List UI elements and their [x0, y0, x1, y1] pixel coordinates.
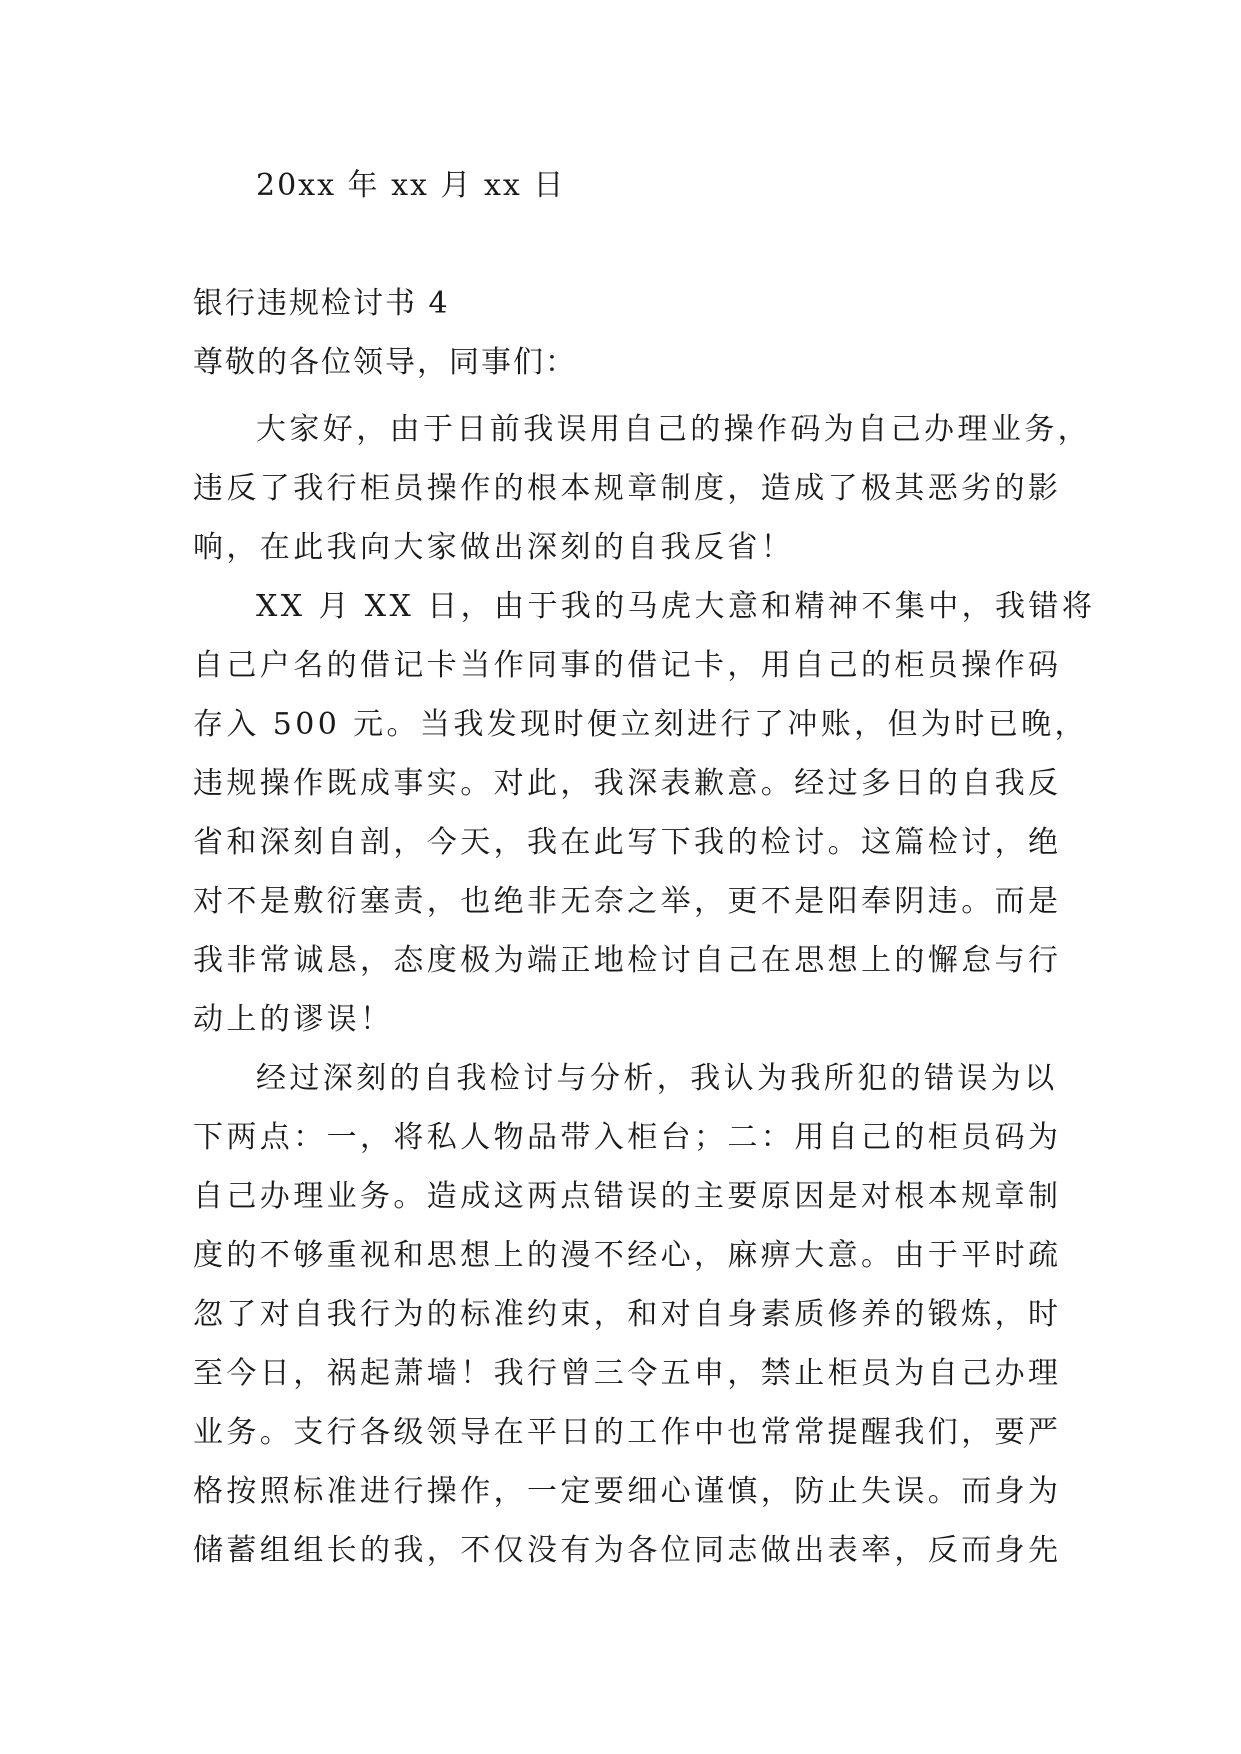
text-line: 度的不够重视和思想上的漫不经心，麻痹大意。由于平时疏: [193, 1238, 1062, 1273]
text-line: 至今日，祸起萧墙！我行曾三令五申，禁止柜员为自己办理: [193, 1356, 1062, 1391]
text-line: 违规操作既成事实。对此，我深表歉意。经过多日的自我反: [193, 766, 1062, 801]
document-title: 银行违规检讨书 4: [193, 286, 450, 321]
text-line: 响，在此我向大家做出深刻的自我反省！: [193, 530, 795, 565]
text-line: 我非常诚恳，态度极为端正地检讨自己在思想上的懈怠与行: [193, 943, 1062, 978]
text-line: XX 月 XX 日，由于我的马虎大意和精神不集中，我错将: [256, 589, 1096, 624]
text-line: 违反了我行柜员操作的根本规章制度，造成了极其恶劣的影: [193, 471, 1062, 506]
paragraph-1: [193, 400, 1091, 577]
text-line: 自己办理业务。造成这两点错误的主要原因是对根本规章制: [193, 1179, 1062, 1214]
text-line: 格按照标准进行操作，一定要细心谨慎，防止失误。而身为: [193, 1474, 1062, 1509]
text-line: 省和深刻自剖，今天，我在此写下我的检讨。这篇检讨，绝: [193, 825, 1062, 860]
salutation: 尊敬的各位领导，同事们：: [193, 345, 577, 380]
text-line: 业务。支行各级领导在平日的工作中也常常提醒我们，要严: [193, 1415, 1062, 1450]
text-line: 自己户名的借记卡当作同事的借记卡，用自己的柜员操作码: [193, 648, 1062, 683]
text-line: 储蓄组组长的我，不仅没有为各位同志做出表率，反而身先: [193, 1533, 1062, 1568]
text-line: 下两点：一，将私人物品带入柜台；二：用自己的柜员码为: [193, 1120, 1062, 1155]
text-line: 存入 500 元。当我发现时便立刻进行了冲账，但为时已晚，: [193, 707, 1088, 742]
text-line: 对不是敷衍塞责，也绝非无奈之举，更不是阳奉阴违。而是: [193, 884, 1062, 919]
text-line: 经过深刻的自我检讨与分析，我认为我所犯的错误为以: [256, 1061, 1058, 1096]
document-body: [193, 400, 1096, 1580]
paragraph-2: [193, 577, 1096, 1049]
date-line: 20xx 年 xx 月 xx 日: [256, 168, 566, 203]
text-line: 大家好，由于日前我误用自己的操作码为自己办理业务，: [256, 412, 1091, 447]
text-line: 动上的谬误！: [193, 1002, 394, 1037]
paragraph-3: [193, 1049, 1073, 1580]
text-line: 忽了对自我行为的标准约束，和对自身素质修养的锻炼，时: [193, 1297, 1062, 1332]
